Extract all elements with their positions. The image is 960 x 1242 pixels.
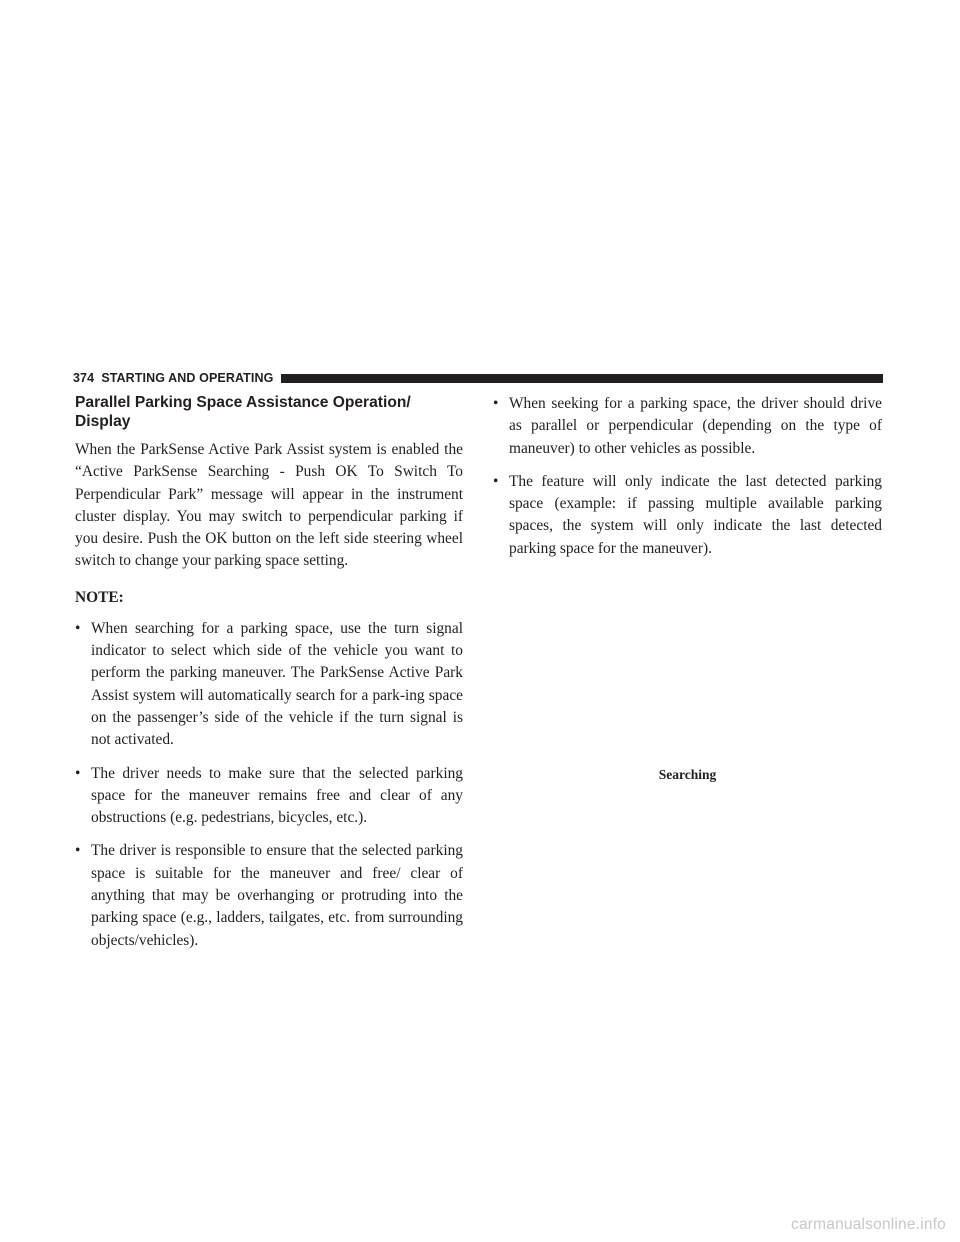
list-item [75, 763, 463, 830]
intro-paragraph: When the ParkSense Active Park Assist system is enabled the “Active ParkSense Searching - Push OK To Switch To Perpendicular Park” message will appear in the instrument cluster display. You may switch to perpendicular parking if you desire. Push the OK button on the left side steering wheel switch to change your parking space setting. [75, 441, 463, 570]
note-label: NOTE: [75, 588, 124, 606]
section-heading: Parallel Parking Space Assistance Operation/ Display [75, 394, 411, 430]
page-header [73, 371, 883, 385]
left-column [75, 393, 463, 963]
right-column [493, 393, 882, 571]
bullet-icon: • [75, 764, 81, 782]
bullet-icon: • [75, 619, 81, 637]
list-item [75, 840, 463, 951]
watermark-link[interactable]: carmanualsonline.info [791, 1216, 946, 1233]
page-number: 374 [73, 371, 95, 385]
bullet-icon: • [493, 395, 499, 412]
list-item-text: The driver needs to make sure that the selected parking space for the maneuver remains free and clear of any obstructions (e.g. pedestrians, bicycles, etc.). [91, 764, 463, 827]
header-rule [281, 374, 883, 383]
note-bullet-list [75, 618, 463, 952]
bullet-icon: • [75, 842, 81, 860]
list-item-text: The driver is responsible to ensure that the selected parking space is suitable for the maneuver and free/ clear of anything that may be overhanging or protruding into the parking space (e.g., ladders, tailgates, etc. from surrounding objects/vehicles). [91, 842, 463, 949]
bullet-icon: • [493, 472, 499, 490]
list-item-text: When seeking for a parking space, the driver should drive as parallel or perpendicular (depending on the type of maneuver) to other vehicles as possible. [509, 395, 882, 457]
section-title: STARTING AND OPERATING [101, 371, 274, 385]
list-item-text: When searching for a parking space, use the turn signal indicator to select which side of the vehicle you want to perform the parking maneuver. The ParkSense Active Park Assist system will automatically search for a park-ing space on the passenger’s side of the vehicle if the turn signal is not activated. [91, 619, 463, 749]
list-item [493, 471, 882, 560]
list-item [493, 393, 882, 460]
list-item [75, 618, 463, 752]
right-bullet-list [493, 393, 882, 560]
figure-caption: Searching [658, 767, 717, 782]
list-item-text: The feature will only indicate the last detected parking space (example: if passing multiple available parking spaces, the system will only indicate the last detected parking space for the maneuver). [509, 472, 882, 557]
page-header-text [73, 371, 273, 385]
